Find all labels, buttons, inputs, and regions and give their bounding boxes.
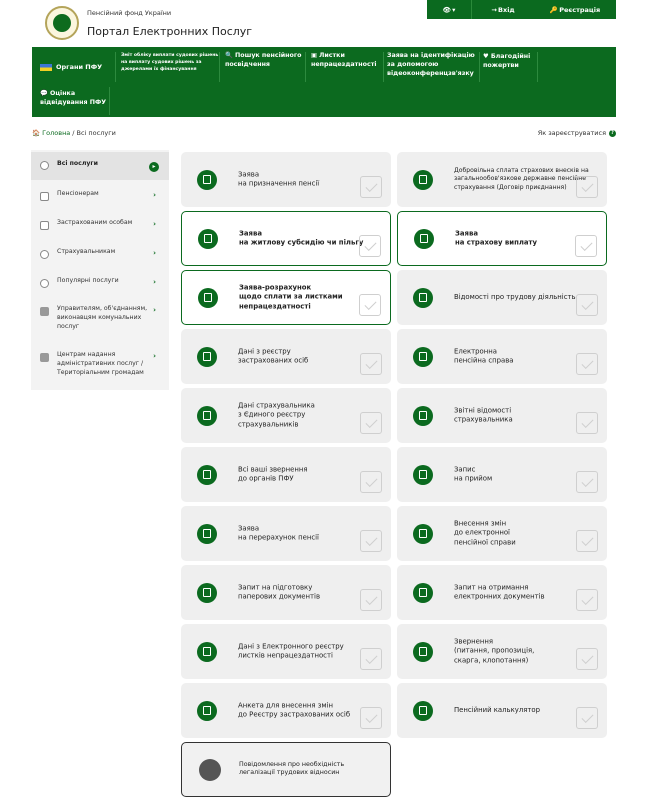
chevron-right-icon: › xyxy=(153,278,156,286)
search-person-icon xyxy=(197,642,217,662)
document-icon xyxy=(413,170,433,190)
breadcrumb-current: Всі послуги xyxy=(76,129,116,137)
signature-watermark-icon xyxy=(576,589,598,611)
envelope-watermark-icon xyxy=(576,707,598,729)
placeholder-circle-icon xyxy=(199,759,221,781)
shield-watermark-icon xyxy=(360,412,382,434)
info-icon xyxy=(40,250,49,259)
search-person-icon xyxy=(197,347,217,367)
service-card-title: Звітні відомості страхувальника xyxy=(454,405,513,424)
document-icon xyxy=(198,229,218,249)
nav-court-decisions[interactable]: Зміт обліку виплати судових рішень на виплату судових рішень за джерелами їх фінансування xyxy=(121,53,219,73)
envelope-icon xyxy=(413,701,433,721)
service-card[interactable] xyxy=(397,506,607,561)
service-card-legalization[interactable] xyxy=(181,742,391,797)
service-card[interactable] xyxy=(181,388,391,443)
chevron-right-icon: › xyxy=(153,249,156,257)
service-card[interactable] xyxy=(397,447,607,502)
envelope-icon xyxy=(40,192,49,201)
service-card[interactable] xyxy=(181,152,391,207)
nav-pension-certificate-search[interactable]: 🔍 Пошук пенсійного посвідчення xyxy=(225,52,302,68)
service-card[interactable] xyxy=(181,270,391,325)
envelope-watermark-icon xyxy=(360,471,382,493)
nav-pfu-bodies[interactable] xyxy=(40,60,102,74)
service-card-title: Заява на перерахунок пенсії xyxy=(238,523,319,542)
nav-sick-leave[interactable]: ▣ Листки непрацездатності xyxy=(311,52,377,68)
star-icon xyxy=(40,279,49,288)
nav-video-identification[interactable]: Заява на ідентифікацію за допомогою відеоконференцзв'язку xyxy=(387,52,475,77)
document-icon xyxy=(198,288,218,308)
service-card[interactable] xyxy=(397,211,607,266)
envelope-icon xyxy=(413,642,433,662)
nav-charity[interactable]: ♥ Благодійні пожертви xyxy=(483,53,531,69)
ukraine-flag-icon xyxy=(40,64,52,71)
chevron-right-icon: › xyxy=(153,352,156,360)
nav-pfu-label: Органи ПФУ xyxy=(56,63,103,71)
service-card[interactable] xyxy=(181,624,391,679)
service-card[interactable] xyxy=(181,211,391,266)
service-card-title: Запис на прийом xyxy=(454,464,493,483)
sidebar-item-label: Страхувальникам xyxy=(57,248,116,255)
chevron-right-icon: › xyxy=(153,306,156,314)
sidebar-item-label: Центрам надання адміністративних послуг / Територіальним громадам xyxy=(57,351,144,376)
signed-doc-icon xyxy=(413,583,433,603)
document-icon xyxy=(413,347,433,367)
service-card[interactable] xyxy=(397,624,607,679)
sidebar-item-label: Пенсіонерам xyxy=(57,190,99,197)
service-card-title: Дані з реєстру застрахованих осіб xyxy=(238,346,309,365)
sidebar-item-label: Популярні послуги xyxy=(57,277,119,284)
breadcrumb-separator: / xyxy=(72,129,75,137)
chevron-right-icon: › xyxy=(153,191,156,199)
sidebar-item-label: Управителям, об'єднанням, виконавцям комунальних послуг xyxy=(57,305,148,330)
service-card-title: Запит на отримання електронних документів xyxy=(454,582,545,601)
checklist-watermark-icon xyxy=(575,235,597,257)
org-name: Пенсійний фонд України xyxy=(87,9,172,17)
calendar-watermark-icon xyxy=(576,471,598,493)
document-watermark-icon xyxy=(360,530,382,552)
search-person-icon xyxy=(197,406,217,426)
service-card-title: Заява на житлову субсидію чи пільгу xyxy=(239,228,364,247)
how-to-register-label: Як зареєструватися xyxy=(537,129,606,137)
envelope-watermark-icon xyxy=(576,530,598,552)
envelope-watermark-icon xyxy=(576,648,598,670)
breadcrumb xyxy=(32,129,116,137)
service-card-title: Повідомлення про необхідність легалізації трудових відносин xyxy=(239,760,345,777)
calculator-doc-icon xyxy=(197,524,217,544)
service-card-title: Внесення змін до електронної пенсійної справи xyxy=(454,519,516,547)
service-card-title: Всі ваші звернення до органів ПФУ xyxy=(238,464,308,483)
shield-watermark-icon xyxy=(360,353,382,375)
envelope-icon xyxy=(413,288,433,308)
service-card[interactable] xyxy=(397,329,607,384)
how-to-register-link[interactable] xyxy=(538,129,616,137)
printer-watermark-icon xyxy=(360,589,382,611)
sidebar-item-label: Всі послуги xyxy=(57,160,98,167)
folder-icon xyxy=(40,353,49,362)
document-watermark-icon xyxy=(576,412,598,434)
service-card[interactable] xyxy=(181,447,391,502)
login-button[interactable]: → Вхід xyxy=(491,5,515,14)
pfu-logo[interactable] xyxy=(45,6,79,40)
service-card-title: Анкета для внесення змін до Реєстру застрахованих осіб xyxy=(238,700,351,719)
service-card[interactable] xyxy=(397,270,607,325)
sidebar-item-all-services[interactable] xyxy=(31,152,169,180)
document-icon xyxy=(414,229,434,249)
service-card-title: Звернення (питання, пропозиція, скарга, клопотання) xyxy=(454,637,535,665)
service-card-title: Заява на страхову виплату xyxy=(455,228,538,247)
document-icon xyxy=(413,406,433,426)
chevron-right-icon: › xyxy=(153,220,156,228)
sidebar-item-label: Застрахованим особам xyxy=(57,219,133,226)
service-card[interactable] xyxy=(181,683,391,738)
portal-title: Портал Електронних Послуг xyxy=(87,25,253,38)
all-services-icon xyxy=(40,161,49,170)
service-card-title: Добровільна сплата страхових внесків на загальнообов'язкове державне пенсійне страхування (Договір приєднання) xyxy=(454,166,589,191)
document-watermark-icon xyxy=(576,353,598,375)
service-card-title: Заява-розрахунок щодо сплати за листками непрацездатності xyxy=(239,283,343,311)
service-card[interactable] xyxy=(181,565,391,620)
site-header xyxy=(32,0,616,47)
envelope-icon xyxy=(197,465,217,485)
service-card-title: Запит на підготовку паперових документів xyxy=(238,582,321,601)
main-nav xyxy=(32,47,616,117)
service-card-title: Відомості про трудову діяльність xyxy=(454,292,576,301)
logo-emblem-icon xyxy=(53,14,71,32)
envelope-icon xyxy=(413,524,433,544)
checklist-watermark-icon xyxy=(360,176,382,198)
calendar-icon xyxy=(413,465,433,485)
chevron-right-icon: ▸ xyxy=(149,162,159,172)
service-card[interactable] xyxy=(397,565,607,620)
envelope-icon xyxy=(197,701,217,721)
breadcrumb-home[interactable]: 🏠 Головна xyxy=(32,129,71,137)
nav-visit-rating[interactable]: 💬 Оцінка відвідування ПФУ xyxy=(40,90,107,106)
service-card[interactable] xyxy=(397,388,607,443)
envelope-watermark-icon xyxy=(576,294,598,316)
question-icon: ? xyxy=(609,130,616,137)
checklist-watermark-icon xyxy=(359,235,381,257)
service-card-title: Дані з Електронного реєстру листків непрацездатності xyxy=(238,641,344,660)
category-sidebar xyxy=(31,150,169,390)
folder-icon xyxy=(40,307,49,316)
service-card[interactable] xyxy=(397,152,607,207)
service-card-title: Електронна пенсійна справа xyxy=(454,346,514,365)
top-actions xyxy=(427,0,616,19)
document-icon xyxy=(197,170,217,190)
envelope-watermark-icon xyxy=(360,707,382,729)
printer-icon xyxy=(197,583,217,603)
checklist-watermark-icon xyxy=(359,294,381,316)
document-icon xyxy=(40,221,49,230)
service-card-title: Дані страхувальника з Єдиного реєстру страхувальників xyxy=(238,401,315,429)
service-card[interactable] xyxy=(181,506,391,561)
service-card[interactable] xyxy=(181,329,391,384)
shield-watermark-icon xyxy=(360,648,382,670)
accessibility-vision-button[interactable]: 👁 ▾ xyxy=(427,0,472,19)
register-button[interactable]: 🔑 Реєстрація xyxy=(549,5,601,14)
checklist-watermark-icon xyxy=(576,176,598,198)
service-card-title: Пенсійний калькулятор xyxy=(454,705,541,714)
service-card-title: Заява на призначення пенсії xyxy=(238,169,320,188)
service-card[interactable] xyxy=(397,683,607,738)
